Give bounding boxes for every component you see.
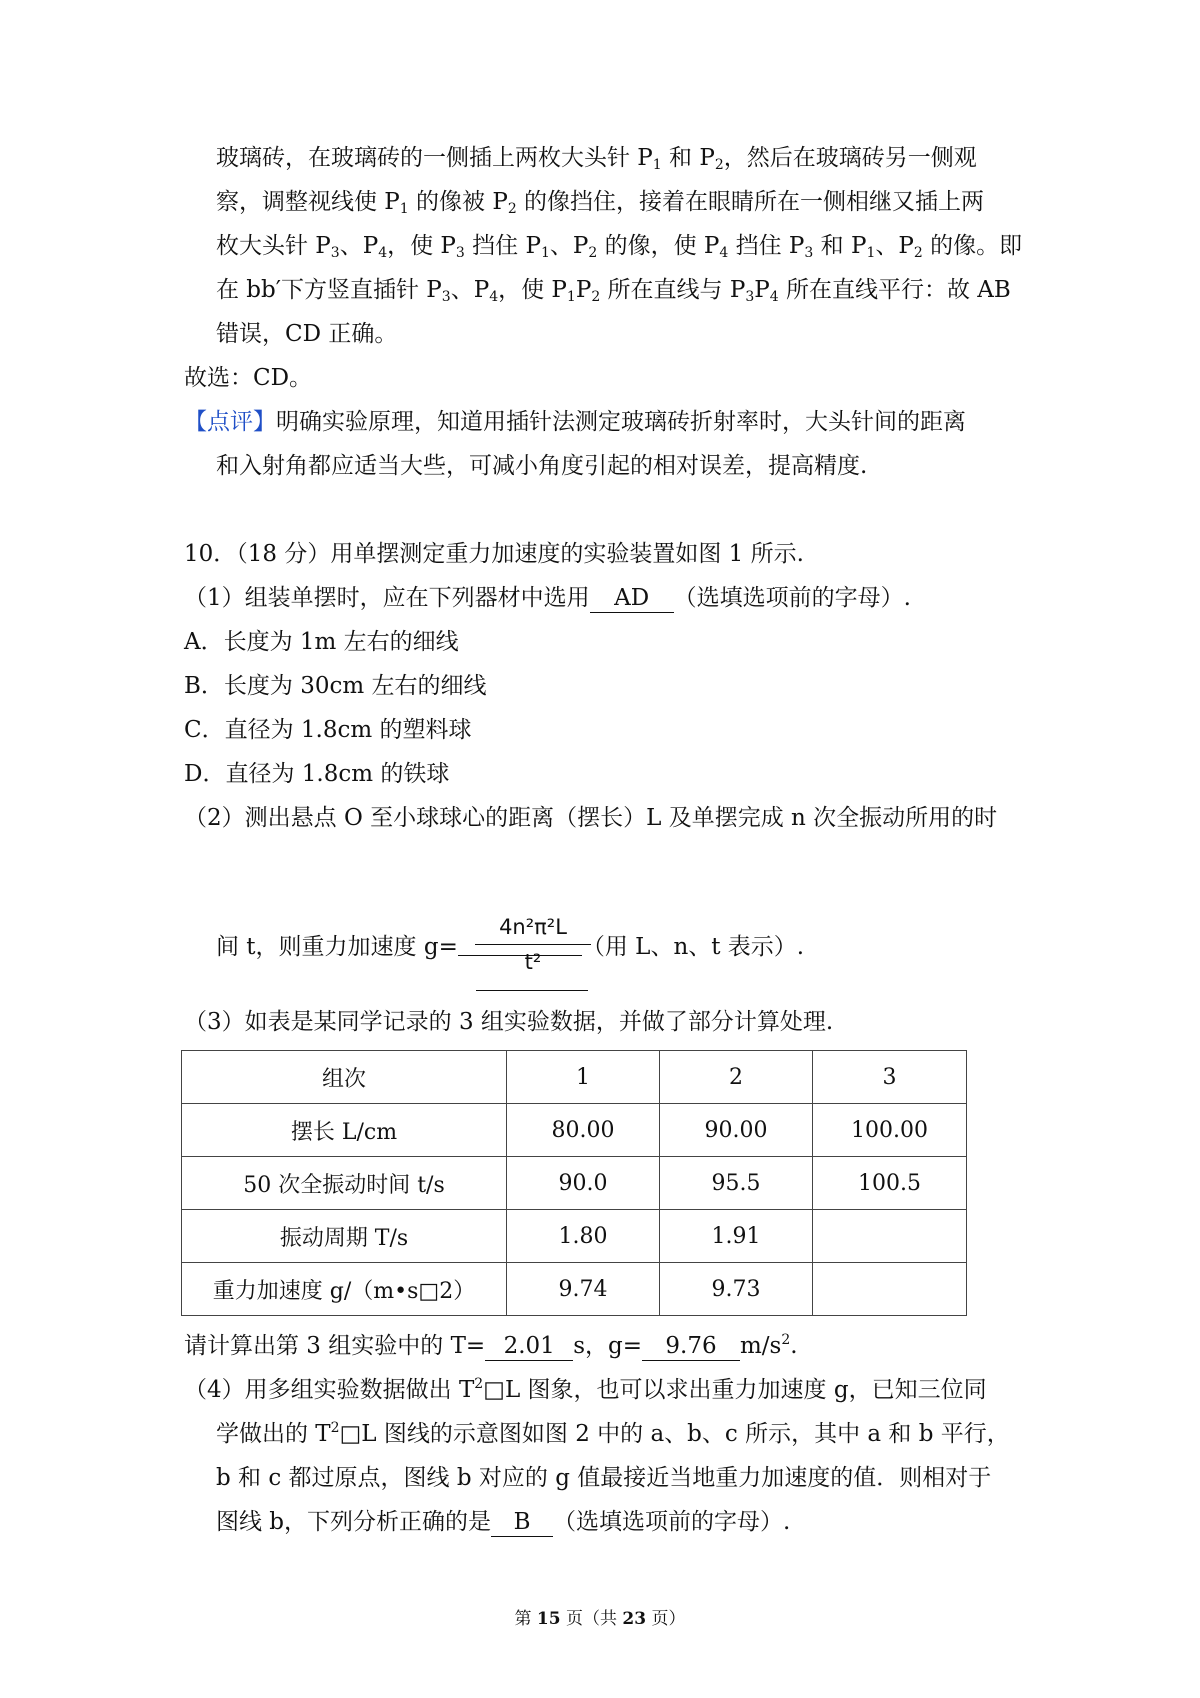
option-a: A．长度为 1m 左右的细线 (184, 629, 459, 655)
formula-denominator: t² (524, 950, 542, 974)
q10-part3-line1: （3）如表是某同学记录的 3 组实验数据，并做了部分计算处理. (184, 1009, 834, 1035)
table-row (182, 1210, 967, 1263)
table-cell: 2 (660, 1051, 813, 1104)
para1-line4: 在 bb′下方竖直插针 $P_3$、$P_4$，使 $P_1P_2$ 所在直线与 $P_3P_4$ 所在直线平行：故 AB (216, 277, 1011, 305)
table-row (182, 1104, 967, 1157)
answer-blank-4: B (491, 1508, 553, 1537)
page-footer: 第 15 页（共 23 页） (514, 1609, 686, 1629)
q10-part2-line1: （2）测出悬点 O 至小球球心的距离（摆长）L 及单摆完成 n 次全振动所用的时 (184, 805, 998, 831)
answer-blank-g: 9.76 (642, 1332, 740, 1361)
formula-fraction-bar (475, 944, 591, 945)
option-c: C．直径为 1.8cm 的塑料球 (184, 717, 472, 743)
table-row (182, 1051, 967, 1104)
q10-part4-line1: （4）用多组实验数据做出 $T^2□L$ 图象，也可以求出重力加速度 g，已知三位同 (184, 1376, 987, 1403)
answer-blank-T: 2.01 (485, 1332, 573, 1361)
total-pages: 23 (622, 1609, 647, 1629)
formula-numerator: 4n²π²L (499, 915, 567, 939)
q10-part4-line3: b 和 c 都过原点，图线 b 对应的 g 值最接近当地重力加速度的值．则相对于 (216, 1465, 992, 1491)
table-cell: 振动周期 T/s (182, 1210, 507, 1263)
table-cell: 1.91 (660, 1210, 813, 1263)
table-cell: 3 (813, 1051, 967, 1104)
table-cell: 重力加速度 g/（m•s□2） (182, 1263, 507, 1316)
q10-part1: （1）组装单摆时，应在下列器材中选用 AD （选填选项前的字母）. (184, 585, 911, 611)
table-cell: 组次 (182, 1051, 507, 1104)
table-cell: 95.5 (660, 1157, 813, 1210)
answer-choice: 故选：CD。 (184, 365, 313, 391)
table-cell (813, 1263, 967, 1316)
comment-line1: 【点评】明确实验原理，知道用插针法测定玻璃砖折射率时，大头针间的距离 (184, 409, 966, 435)
answer-blank-1: AD (590, 584, 674, 613)
table-cell: 90.00 (660, 1104, 813, 1157)
table-cell: 50 次全振动时间 t/s (182, 1157, 507, 1210)
para1-line1: 玻璃砖，在玻璃砖的一侧插上两枚大头针 $P_1$ 和 $P_2$，然后在玻璃砖另一侧观 (216, 145, 977, 173)
table-cell (813, 1210, 967, 1263)
table-cell: 9.73 (660, 1263, 813, 1316)
para1-line3: 枚大头针 $P_3$、$P_4$，使 $P_3$ 挡住 $P_1$、$P_2$ 的像，使 $P_4$ 挡住 $P_3$ 和 $P_1$、$P_2$ 的像。即 (216, 233, 1023, 261)
table-cell: 1 (507, 1051, 660, 1104)
table-cell: 9.74 (507, 1263, 660, 1316)
table-cell: 1.80 (507, 1210, 660, 1263)
option-d: D．直径为 1.8cm 的铁球 (184, 761, 450, 787)
table-cell: 摆长 L/cm (182, 1104, 507, 1157)
formula-underline (476, 990, 588, 991)
option-b: B．长度为 30cm 左右的细线 (184, 673, 487, 699)
gravity-formula (475, 912, 591, 977)
q10-part2-line2: 间 t，则重力加速度 g= （用 L、n、t 表示）. (216, 934, 805, 960)
table-cell: 80.00 (507, 1104, 660, 1157)
para1-line5: 错误，CD 正确。 (216, 321, 398, 347)
comment-line2: 和入射角都应适当大些，可减小角度引起的相对误差，提高精度. (216, 453, 868, 479)
q10-part4-line4: 图线 b，下列分析正确的是 B （选填选项前的字母）. (216, 1509, 791, 1535)
table-cell: 100.00 (813, 1104, 967, 1157)
q10-part3-calc: 请计算出第 3 组实验中的 T= 2.01 s，g= 9.76 $m/s^2$. (184, 1332, 798, 1359)
table-cell: 100.5 (813, 1157, 967, 1210)
question-10-title: 10．（18 分）用单摆测定重力加速度的实验装置如图 1 所示. (184, 541, 804, 567)
page-number: 15 (536, 1609, 561, 1629)
para1-line2: 察，调整视线使 $P_1$ 的像被 $P_2$ 的像挡住，接着在眼睛所在一侧相继又插上两 (216, 189, 985, 217)
data-table (181, 1050, 967, 1316)
table-cell: 90.0 (507, 1157, 660, 1210)
table-row (182, 1263, 967, 1316)
comment-tag: 【点评】 (184, 409, 276, 435)
q10-part4-line2: 学做出的 $T^2□L$ 图线的示意图如图 2 中的 a、b、c 所示，其中 a 和 b 平行， (216, 1420, 1010, 1447)
table-row (182, 1157, 967, 1210)
